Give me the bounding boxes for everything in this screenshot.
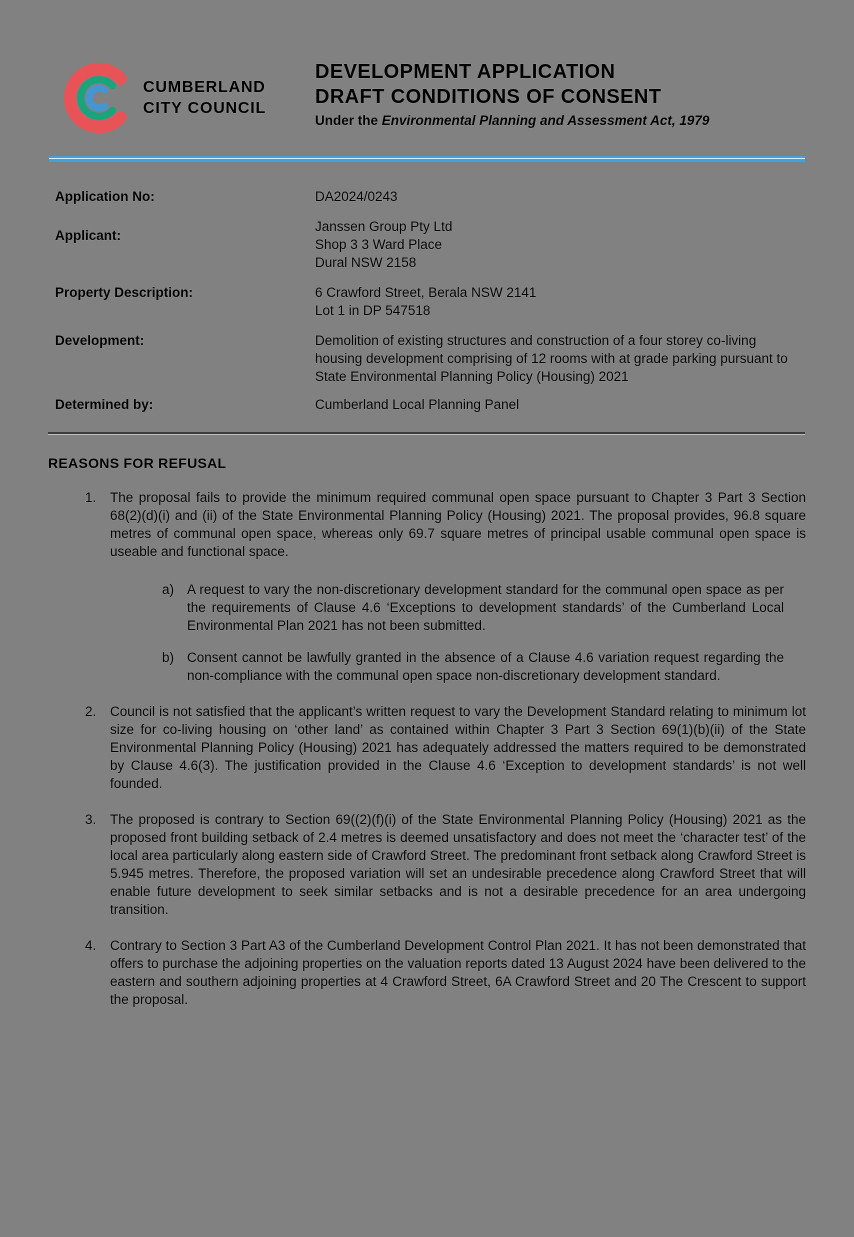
application-no-value: DA2024/0243 [315, 189, 398, 204]
logo-inner-arc [89, 88, 104, 108]
reasons-list [48, 489, 806, 1009]
reason-item-1 [48, 489, 806, 561]
doc-title-line2: DRAFT CONDITIONS OF CONSENT [315, 86, 662, 108]
applicant-label: Applicant: [55, 228, 121, 243]
reason-item-2 [48, 703, 806, 793]
table-row-determined-by [48, 396, 806, 414]
reason-item-4-number: 4. [85, 938, 97, 953]
table-row-applicant [48, 218, 806, 272]
reason-item-3-text: The proposed is contrary to Section 69((2)(f)(i) of the State Environmental Planning Policy (Housing) 2021 as the proposed front building setback of 2.4 metres is deemed unsatisfactory and does not meet the ‘character test’ of the local area particularly along eastern side of Crawford Street. The predominant front setback along Crawford Street is 5.945 metres. Therefore, the proposed variation will set an undesirable precedence along Crawford Street that will enable future development to seek similar setbacks and is not a desirable precedence for an area undergoing transition. [110, 812, 806, 917]
reason-item-4-text: Contrary to Section 3 Part A3 of the Cumberland Development Control Plan 2021. It has not been demonstrated that offers to purchase the adjoining properties on the valuation reports dated 13 August 2024 have been delivered to the eastern and southern adjoining properties at 4 Crawford Street, 6A Crawford Street and 20 The Crescent to support the proposal. [110, 938, 806, 1007]
reason-item-2-text: Council is not satisfied that the applicant’s written request to vary the Development Standard relating to minimum lot size for co-living housing on ‘other land’ as contained within Chapter 3 Part 3 Section 69(1)(b)(ii) of the State Environmental Planning Policy (Housing) 2021 has adequately addressed the matters required to be demonstrated by Clause 4.6(3). The justification provided in the Clause 4.6 ‘Exception to development standards’ is not well founded. [110, 704, 806, 791]
development-value: Demolition of existing structures and construction of a four storey co-living housing development comprising of 12 rooms with at grade parking pursuant to State Environmental Planning Policy (Housing) 2021 [315, 333, 788, 384]
determined-by-value: Cumberland Local Planning Panel [315, 397, 520, 412]
development-label: Development: [55, 333, 145, 348]
table-row-property-description [48, 284, 806, 320]
reason-item-1a-letter: a) [162, 582, 175, 597]
property-description-value: 6 Crawford Street, Berala NSW 2141 Lot 1 in DP 547518 [315, 285, 537, 318]
doc-title-line1: DEVELOPMENT APPLICATION [315, 61, 616, 83]
document-title-block [315, 60, 709, 128]
council-name-line2: CITY COUNCIL [143, 100, 267, 117]
determined-by-label: Determined by: [55, 397, 154, 412]
application-no-label: Application No: [55, 189, 155, 204]
reason-item-1-text: The proposal fails to provide the minimum required communal open space pursuant to Chapter 3 Part 3 Section 68(2)(d)(i) and (ii) of the State Environmental Planning Policy (Housing) 2021. The proposal provides, 96.8 square metres of communal open space, whereas only 69.7 square metres of principal usable communal open space is useable and functional space. [110, 490, 806, 559]
reason-item-4 [48, 937, 806, 1009]
reasons-for-refusal-heading: REASONS FOR REFUSAL [48, 455, 227, 471]
council-name-line1: CUMBERLAND [143, 79, 266, 96]
reason-item-1a [48, 581, 784, 635]
applicant-value: Janssen Group Pty Ltd Shop 3 3 Ward Place Dural NSW 2158 [315, 219, 453, 270]
reason-item-3 [48, 811, 806, 919]
reason-item-1a-text: A request to vary the non-discretionary development standard for the communal open space as per the requirements of Clause 4.6 ‘Exceptions to development standards’ of the Cumberland Local Environmental Plan 2021 has not been submitted. [187, 582, 784, 633]
doc-subtitle-prefix: Under the [315, 113, 382, 128]
blue-header-divider [49, 156, 805, 162]
reason-item-1b-letter: b) [162, 650, 175, 665]
reason-item-1b [48, 649, 784, 685]
doc-subtitle [315, 113, 709, 128]
council-name [143, 77, 266, 119]
table-bottom-divider [48, 432, 805, 435]
doc-subtitle-act-name: Environmental Planning and Assessment Act, 1979 [381, 113, 710, 128]
reason-item-2-number: 2. [85, 704, 97, 719]
reason-item-3-number: 3. [85, 812, 97, 827]
application-details-table [48, 188, 806, 426]
reason-item-1-number: 1. [85, 490, 97, 505]
table-row-application-no [48, 188, 806, 206]
table-row-development [48, 332, 806, 386]
reason-item-1b-text: Consent cannot be lawfully granted in the absence of a Clause 4.6 variation request regarding the non-compliance with the communal open space non-discretionary development standard. [187, 650, 784, 683]
cumberland-council-logo-icon [60, 56, 138, 140]
property-description-label: Property Description: [55, 285, 194, 300]
